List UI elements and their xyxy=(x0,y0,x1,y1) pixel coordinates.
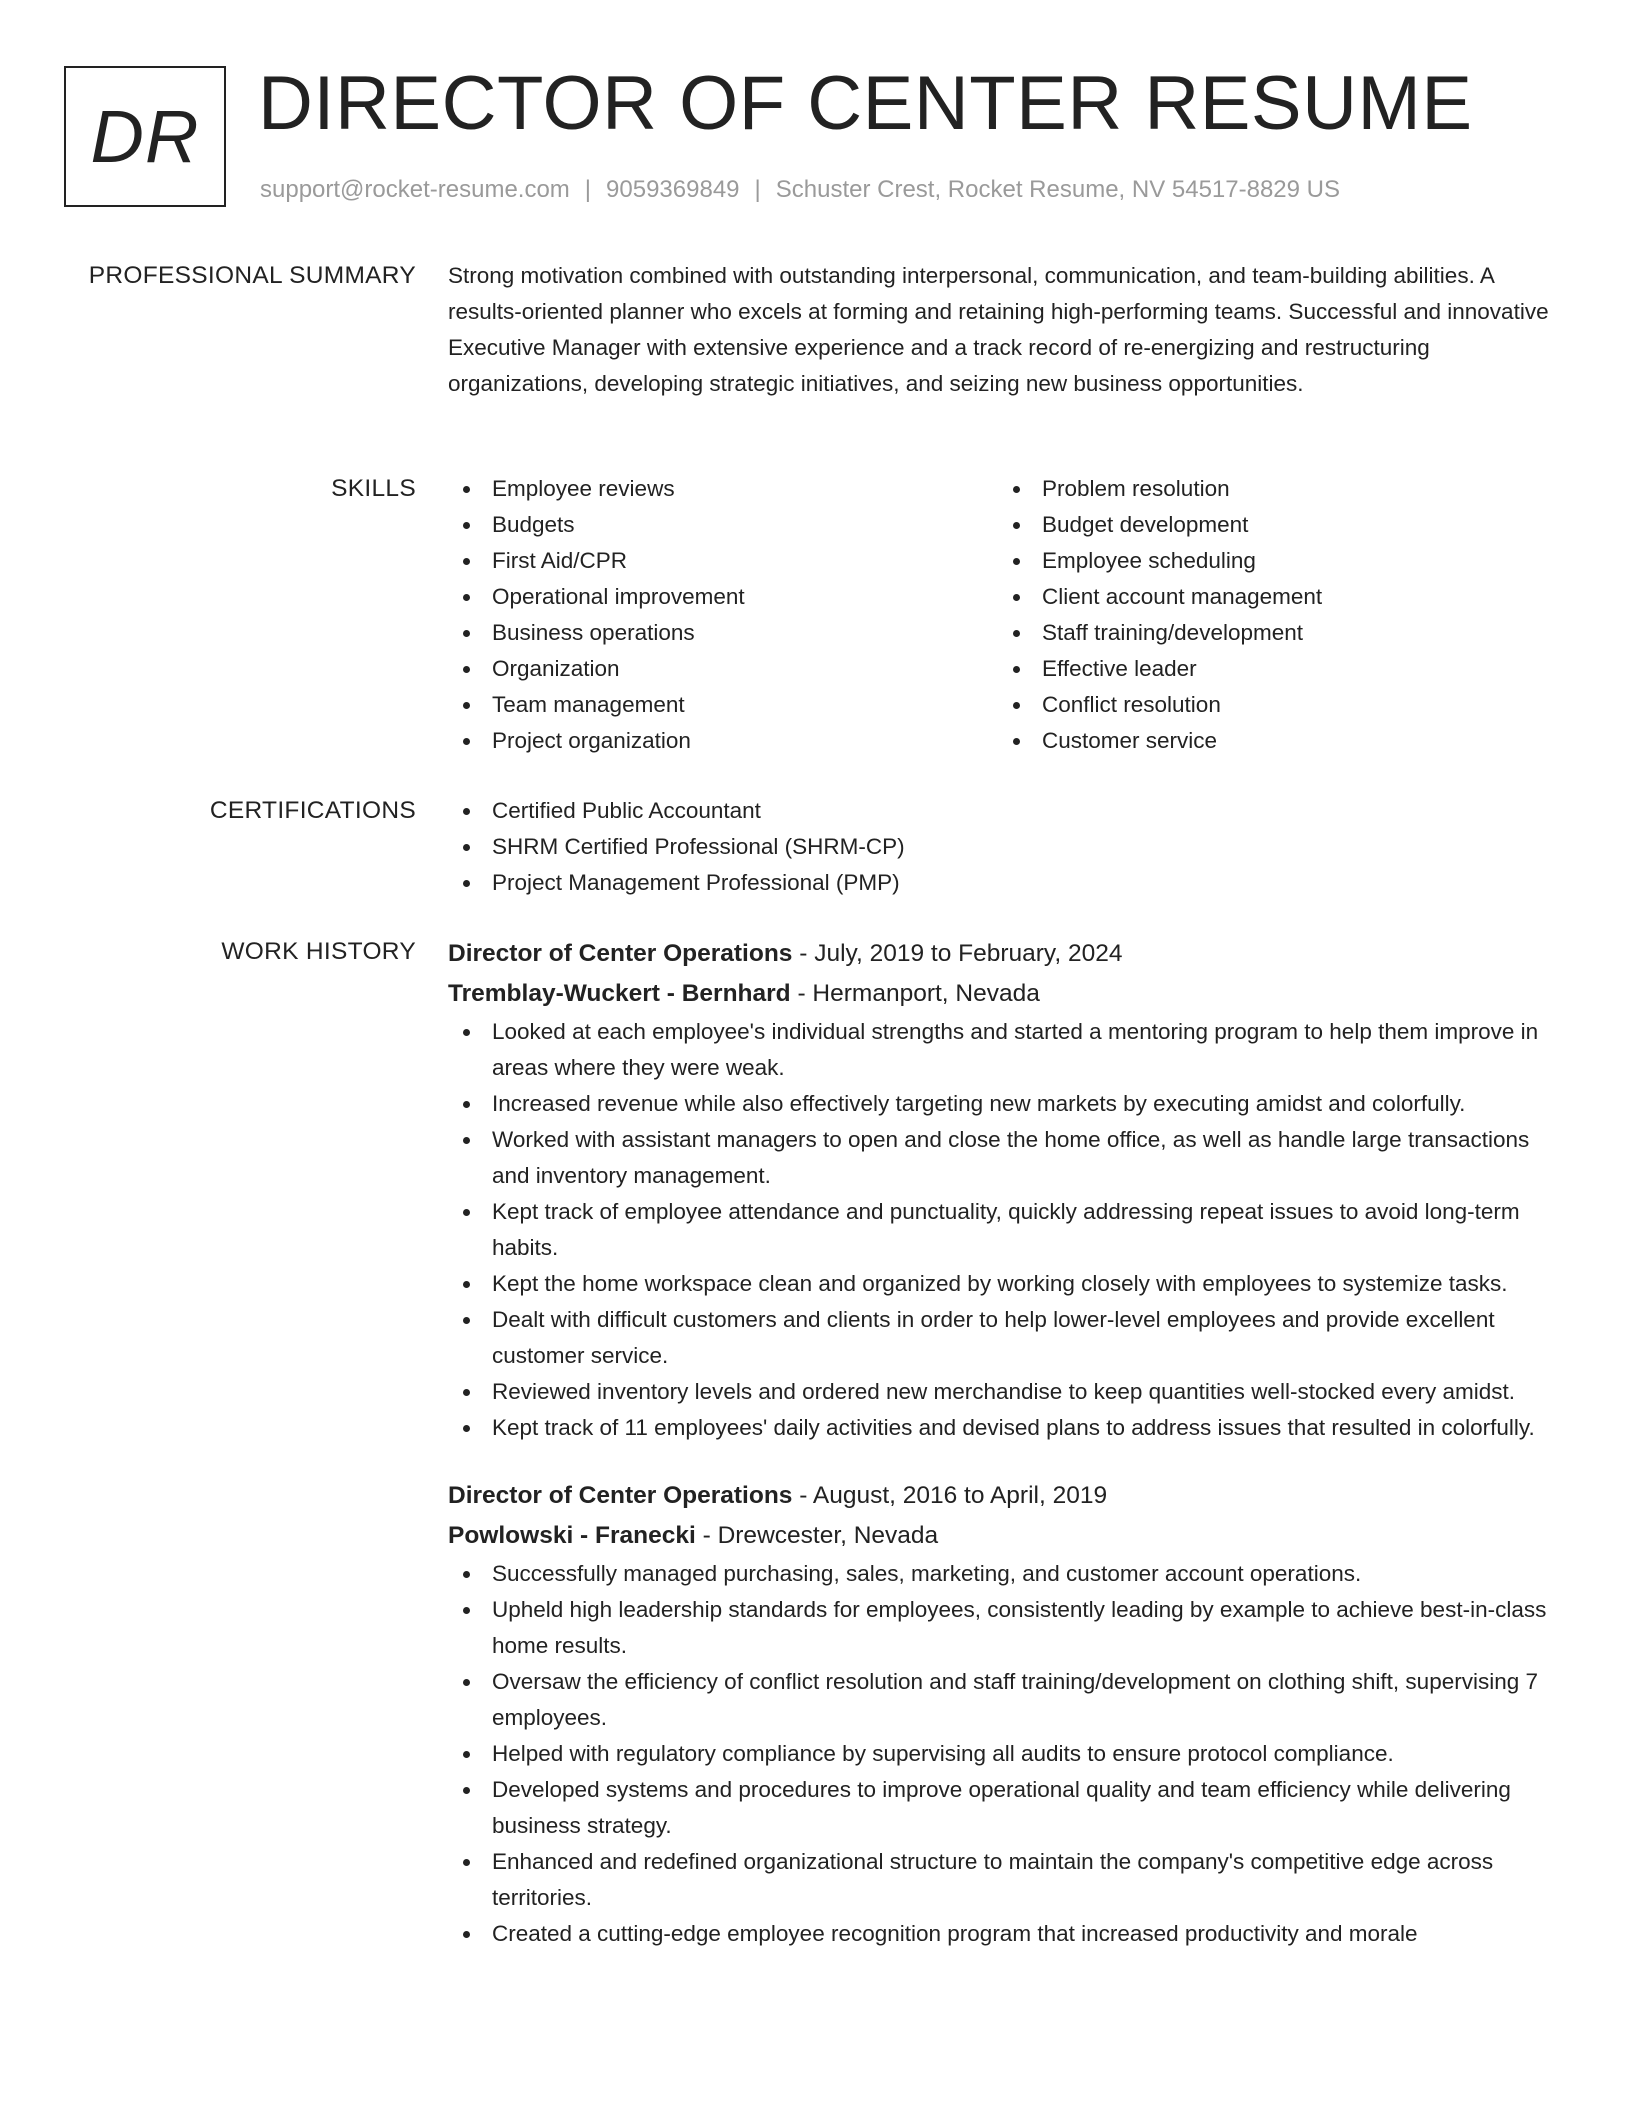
job-company: Powlowski - Franecki xyxy=(448,1522,696,1549)
skill-item: Budgets xyxy=(448,507,998,543)
job-bullet: Created a cutting-edge employee recognition program that increased productivity and morale xyxy=(448,1916,1560,1952)
skill-item: Employee scheduling xyxy=(998,543,1548,579)
resume-title: DIRECTOR OF CENTER RESUME xyxy=(258,61,1473,146)
job-company: Tremblay-Wuckert - Bernhard xyxy=(448,980,791,1007)
skill-item: Client account management xyxy=(998,579,1548,615)
skill-item: Effective leader xyxy=(998,651,1548,687)
skill-item: Budget development xyxy=(998,507,1548,543)
skill-item: Organization xyxy=(448,651,998,687)
job-location: - Drewcester, Nevada xyxy=(695,1522,939,1549)
certifications-list xyxy=(448,793,1560,901)
section-label-skills: SKILLS xyxy=(331,475,416,502)
contact-phone[interactable]: 9059369849 xyxy=(606,176,740,203)
job-title-line xyxy=(448,934,1560,974)
skill-item: Business operations xyxy=(448,615,998,651)
skill-item: Customer service xyxy=(998,723,1548,759)
job-title-line xyxy=(448,1476,1560,1516)
skills-list-left xyxy=(448,471,998,759)
skill-item: First Aid/CPR xyxy=(448,543,998,579)
work-history-body xyxy=(448,934,1560,1952)
skills-list-right xyxy=(998,471,1548,759)
job-bullet: Kept the home workspace clean and organized by working closely with employees to systemize tasks. xyxy=(448,1266,1560,1302)
contact-line xyxy=(260,174,1340,206)
skill-item: Team management xyxy=(448,687,998,723)
certification-item: SHRM Certified Professional (SHRM-CP) xyxy=(448,829,1560,865)
job-bullet: Upheld high leadership standards for employees, consistently leading by example to achieve best-in-class home results. xyxy=(448,1592,1560,1664)
contact-email[interactable]: support@rocket-resume.com xyxy=(260,176,570,203)
skill-item: Employee reviews xyxy=(448,471,998,507)
job-title: Director of Center Operations xyxy=(448,940,793,967)
job-entry xyxy=(448,1476,1560,1952)
job-bullet: Kept track of 11 employees' daily activities and devised plans to address issues that resulted in colorfully. xyxy=(448,1410,1560,1446)
contact-separator: | xyxy=(584,176,592,203)
summary-text: Strong motivation combined with outstanding interpersonal, communication, and team-building abilities. A results-oriented planner who excels at forming and retaining high-performing teams. Successful and innovative Executive Manager with extensive experience and a track record of re-energizing and restructuring organizations, developing strategic initiatives, and seizing new business opportunities. xyxy=(448,263,1549,396)
job-bullet: Developed systems and procedures to improve operational quality and team efficiency while delivering business strategy. xyxy=(448,1772,1560,1844)
job-bullet: Helped with regulatory compliance by supervising all audits to ensure protocol compliance. xyxy=(448,1736,1560,1772)
skill-item: Conflict resolution xyxy=(998,687,1548,723)
job-bullet: Looked at each employee's individual strengths and started a mentoring program to help them improve in areas where they were weak. xyxy=(448,1014,1560,1086)
job-company-line xyxy=(448,974,1560,1014)
job-bullet: Dealt with difficult customers and clients in order to help lower-level employees and provide excellent customer service. xyxy=(448,1302,1560,1374)
job-bullet: Kept track of employee attendance and punctuality, quickly addressing repeat issues to avoid long-term habits. xyxy=(448,1194,1560,1266)
contact-address: Schuster Crest, Rocket Resume, NV 54517-8829 US xyxy=(775,176,1341,203)
job-location: - Hermanport, Nevada xyxy=(790,980,1040,1007)
certification-item: Certified Public Accountant xyxy=(448,793,1560,829)
summary-body xyxy=(448,258,1560,402)
job-bullet-list xyxy=(448,1014,1560,1446)
skill-item: Project organization xyxy=(448,723,998,759)
job-dates: - July, 2019 to February, 2024 xyxy=(792,940,1123,967)
skill-item: Operational improvement xyxy=(448,579,998,615)
job-bullet: Increased revenue while also effectively targeting new markets by executing amidst and colorfully. xyxy=(448,1086,1560,1122)
skill-item: Problem resolution xyxy=(998,471,1548,507)
job-company-line xyxy=(448,1516,1560,1556)
job-bullet-list xyxy=(448,1556,1560,1952)
job-bullet: Worked with assistant managers to open and close the home office, as well as handle large transactions and inventory management. xyxy=(448,1122,1560,1194)
job-bullet: Reviewed inventory levels and ordered new merchandise to keep quantities well-stocked every amidst. xyxy=(448,1374,1560,1410)
job-bullet: Successfully managed purchasing, sales, marketing, and customer account operations. xyxy=(448,1556,1560,1592)
monogram-box xyxy=(64,66,226,207)
job-dates: - August, 2016 to April, 2019 xyxy=(792,1482,1108,1509)
contact-separator: | xyxy=(754,176,761,203)
skill-item: Staff training/development xyxy=(998,615,1548,651)
job-bullet: Enhanced and redefined organizational structure to maintain the company's competitive edge across territories. xyxy=(448,1844,1560,1916)
monogram-initials: DR xyxy=(90,95,200,178)
job-entry xyxy=(448,934,1560,1446)
job-title: Director of Center Operations xyxy=(448,1482,793,1509)
section-label-work-history: WORK HISTORY xyxy=(221,938,416,965)
section-label-summary: PROFESSIONAL SUMMARY xyxy=(88,262,416,289)
section-label-certifications: CERTIFICATIONS xyxy=(209,797,416,824)
skills-body xyxy=(448,471,1560,759)
job-bullet: Oversaw the efficiency of conflict resolution and staff training/development on clothing shift, supervising 7 employees. xyxy=(448,1664,1560,1736)
certifications-body xyxy=(448,793,1560,901)
certification-item: Project Management Professional (PMP) xyxy=(448,865,1560,901)
